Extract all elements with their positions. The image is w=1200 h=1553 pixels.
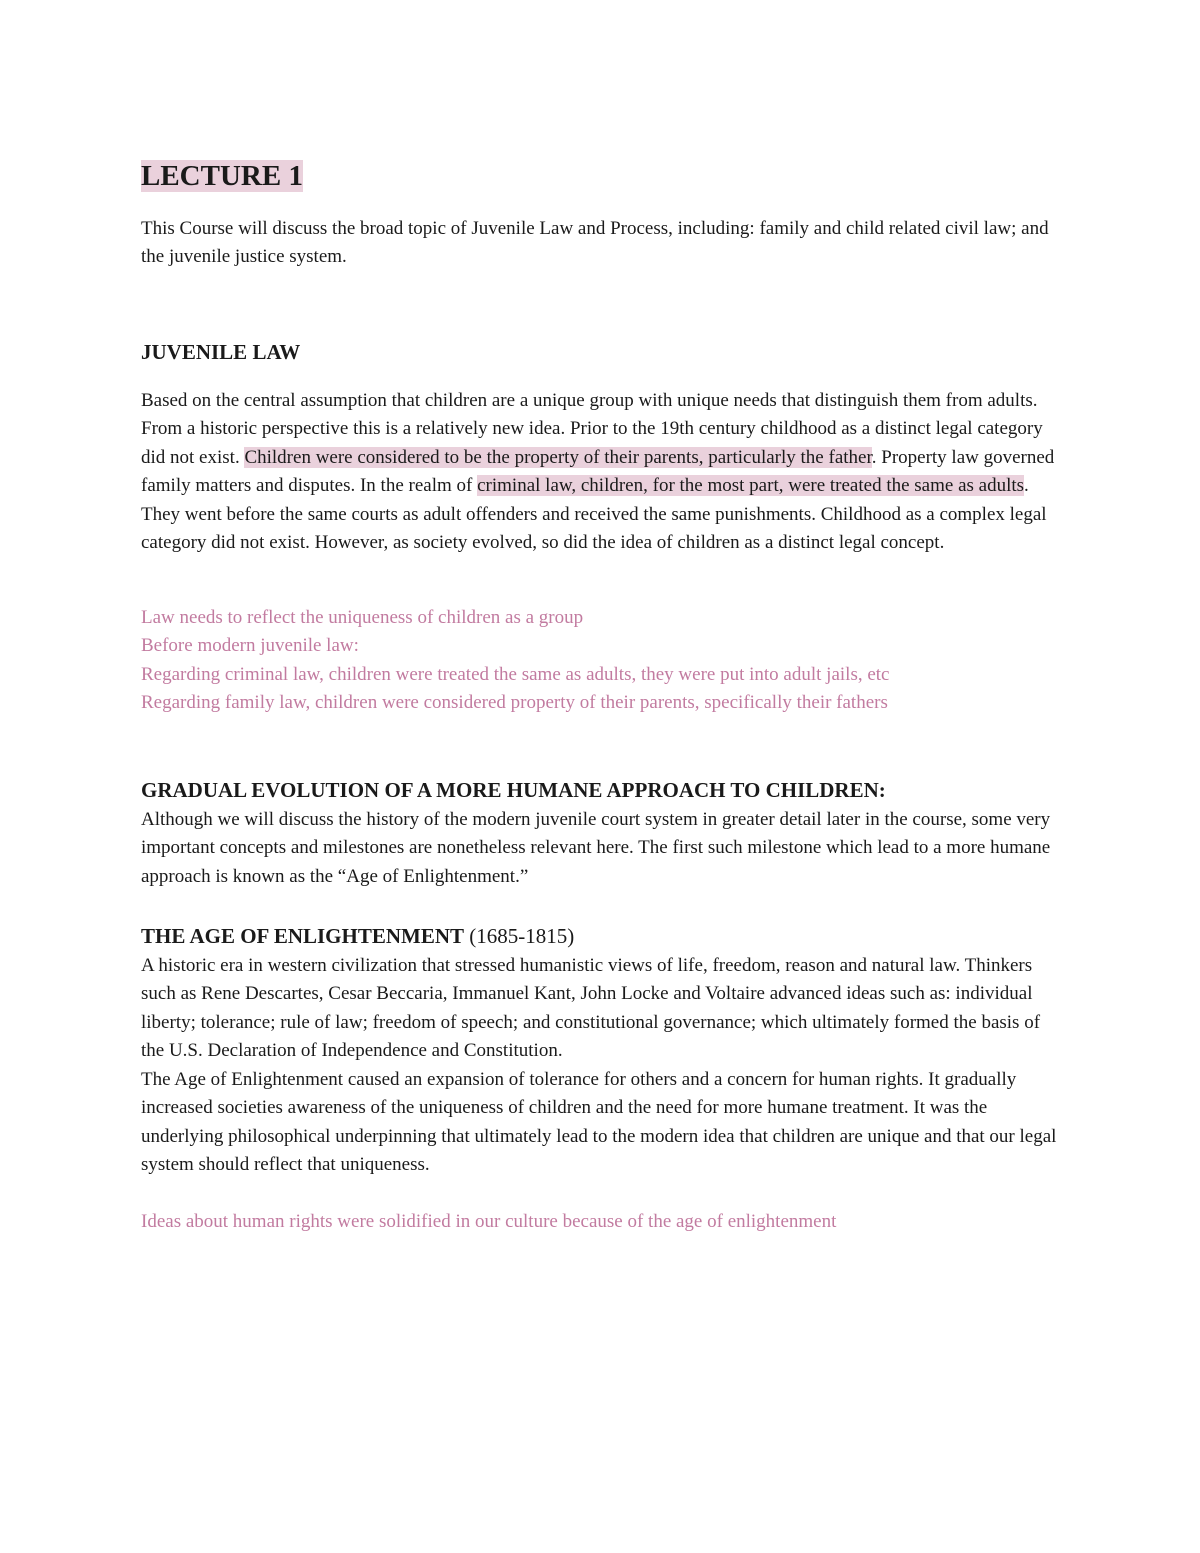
juvenile-law-text-b: . Property law governed family matters and disputes. In the realm of [141, 446, 1055, 497]
enlightenment-heading-text: THE AGE OF ENLIGHTENMENT [141, 924, 465, 948]
enlightenment-paragraph-1: A historic era in western civilization that stressed humanistic views of life, freedom, reason and natural law. Thinkers such as Rene Descartes, Cesar Beccaria, Immanuel Kant, John Locke and Voltaire advanced ideas such as: individual liberty; tolerance; rule of law; freedom of speech; and constitutional governance; which ultimately formed the basis of the U.S. Declaration of Independence and Constitution. [141, 955, 1041, 1062]
note-line: Law needs to reflect the uniqueness of children as a group [141, 607, 584, 628]
juvenile-law-notes [141, 604, 1066, 718]
gradual-evolution-body: Although we will discuss the history of the modern juvenile court system in greater detail later in the course, some very important concepts and milestones are nonetheless relevant here. The first such milestone which lead to a more humane approach is known as the “Age of Enlightenment.” [141, 809, 1051, 887]
enlightenment-years: (1685-1815) [464, 924, 575, 948]
juvenile-law-text-c: . They went before the same courts as adult offenders and received the same punishments. Childhood as a complex legal category did not exist. However, as society evolved, so did the idea of children as a distinct legal concept. [141, 475, 1047, 554]
lecture-title-text: LECTURE 1 [141, 160, 303, 192]
juvenile-law-heading: JUVENILE LAW [141, 340, 301, 364]
lecture-intro: This Course will discuss the broad topic of Juvenile Law and Process, including: family and child related civil law; and the juvenile justice system. [141, 218, 1049, 268]
gradual-evolution-heading: GRADUAL EVOLUTION OF A MORE HUMANE APPROACH TO CHILDREN: [141, 778, 886, 802]
enlightenment-paragraph-2: The Age of Enlightenment caused an expansion of tolerance for others and a concern for human rights. It gradually increased societies awareness of the uniqueness of children and the need for more humane treatment. It was the underlying philosophical underpinning that ultimately lead to the modern idea that children are unique and that our legal system should reflect that uniqueness. [141, 1069, 1057, 1176]
highlight-criminal-law: criminal law, children, for the most part, were treated the same as adults [477, 475, 1025, 497]
juvenile-law-paragraph [141, 387, 1066, 557]
juvenile-law-text-a: Based on the central assumption that children are a unique group with unique needs that distinguish them from adults. From a historic perspective this is a relatively new idea. Prior to the 19th century childhood as a distinct legal category did not exist. [141, 390, 1043, 468]
note-line: Regarding family law, children were considered property of their parents, specifically their fathers [141, 692, 888, 714]
highlight-property-of-parents: Children were considered to be the property of their parents, particularly the father [244, 446, 872, 468]
enlightenment-heading [141, 922, 1066, 950]
note-line: Regarding criminal law, children were treated the same as adults, they were put into adult jails, etc [141, 663, 890, 685]
enlightenment-note: Ideas about human rights were solidified in our culture because of the age of enlightenment [141, 1211, 837, 1232]
note-line: Before modern juvenile law: [141, 635, 359, 657]
lecture-title [141, 158, 1066, 194]
